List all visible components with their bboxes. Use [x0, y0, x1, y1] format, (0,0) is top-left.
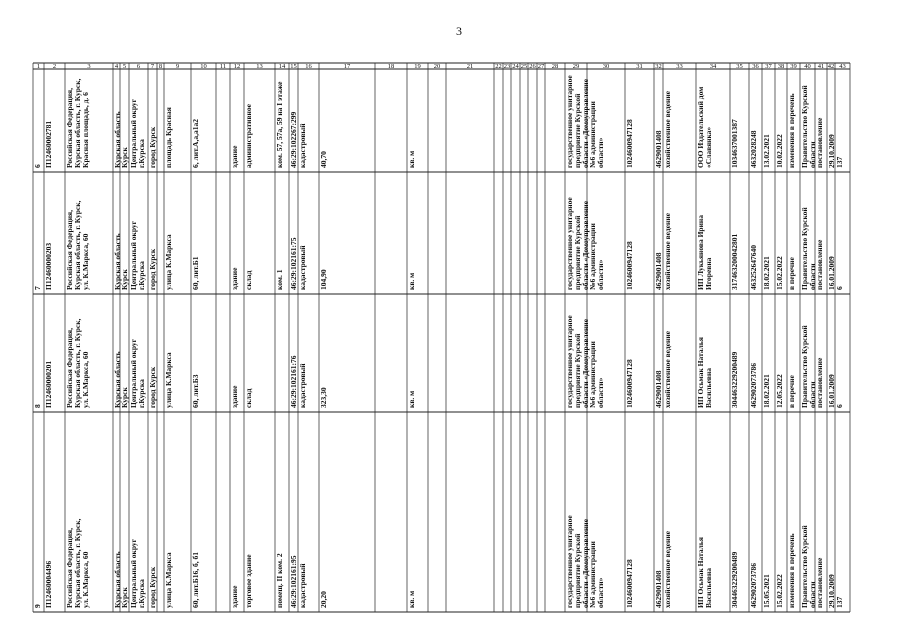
cell-c5: Курск — [120, 387, 129, 408]
column-number: 5 — [122, 63, 127, 70]
cell-c6: Центральный округ г.Курска — [129, 98, 146, 168]
cell-c14: ком. 57, 57а, 59 на I этаже — [275, 81, 284, 168]
cell-c36: 462902073786 — [749, 363, 758, 408]
cell-c36: 463252647640 — [749, 245, 758, 290]
cell-c29: государственное унитарное предприятие Курской области «Домоуправление №6 администрации области» — [565, 75, 606, 168]
cell-c10: 6, лит.А,а,а1а2 — [191, 119, 200, 168]
cell-c19: кв. м — [407, 390, 416, 408]
cell-c34: ИП Осьмак Наталья Васильевна — [696, 337, 713, 408]
cell-c10: 60, лит.Б3 — [191, 374, 200, 408]
cell-c33: хозяйственное ведение — [663, 91, 672, 168]
cell-c35: 304463229200489 — [730, 551, 739, 608]
column-number: 28 — [551, 63, 559, 70]
cell-c2: П12460000203 — [44, 242, 53, 290]
cell-c9: площадь Красная — [164, 107, 173, 168]
cell-c15: 46:29:102161:76 — [289, 355, 298, 408]
cell-c5: Курск — [120, 147, 129, 168]
cell-c40: Правительство Курской области — [800, 525, 817, 608]
column-number: 27 — [537, 63, 545, 70]
cell-c14: помещ. II ком. 2 — [275, 553, 284, 608]
column-number: 14 — [278, 63, 286, 70]
cell-c3: Российская Федерация, Курская область, г. Курск, Красная площадь, д. 6 — [65, 78, 90, 168]
cell-c10: 60, лит.Б16, б, б1 — [191, 552, 200, 608]
cell-c9: улица К.Маркса — [164, 552, 173, 608]
cell-c13: административное — [244, 104, 253, 168]
cell-c35: 304463229200489 — [730, 351, 739, 408]
cell-c34: ИП Осьмак Наталья Васильевна — [696, 537, 713, 608]
column-number: 2 — [52, 63, 57, 70]
cell-c9: улица К.Маркса — [164, 234, 173, 290]
column-number: 39 — [790, 63, 797, 70]
cell-c34: ИП Лукьянова Ирина Игоревна — [696, 215, 713, 290]
cell-c37: 13.02.2021 — [762, 134, 771, 168]
cell-c17: 40,70 — [319, 151, 328, 168]
cell-c39: изменения в перечень — [787, 93, 796, 168]
cell-c43: 6 — [835, 286, 844, 290]
cell-c2: П12460002781 — [44, 120, 53, 168]
cell-c43: 137 — [835, 156, 844, 168]
page-number: 3 — [456, 24, 462, 38]
cell-c16: кадастровый — [298, 563, 307, 608]
column-number: 4 — [114, 63, 119, 70]
cell-c41: постановление — [815, 239, 824, 290]
cell-c3: Российская Федерация, Курская область, г. Курск, ул. К.Маркса, 60 — [65, 200, 90, 290]
cell-c12: здание — [230, 385, 239, 408]
cell-c29: государственное унитарное предприятие Курской области «Домоуправление №6 администрации области» — [565, 315, 606, 408]
cell-c4: Курская область — [113, 551, 122, 608]
cell-c43: 137 — [835, 596, 844, 608]
column-number: 3 — [87, 63, 91, 70]
cell-c19: кв. м — [407, 272, 416, 290]
cell-c38: 12.05.2022 — [775, 374, 784, 408]
cell-c36: 4632028248 — [749, 130, 758, 168]
cell-c32: 4629001408 — [654, 370, 663, 408]
cell-num: 7 — [33, 286, 42, 290]
cell-c43: 6 — [835, 404, 844, 408]
cell-c37: 18.02.2021 — [762, 374, 771, 408]
cell-c17: 323,30 — [319, 387, 328, 408]
column-number: 25 — [520, 63, 528, 70]
cell-c15: 46:29:102161:95 — [289, 555, 298, 608]
cell-c4: Курская область — [113, 233, 122, 290]
cell-c37: 15.05.2021 — [762, 574, 771, 608]
column-number: 23 — [503, 63, 511, 70]
cell-c31: 1024600947128 — [625, 559, 634, 608]
cell-c33: хозяйственное ведение — [663, 213, 672, 290]
column-number: 10 — [200, 63, 207, 70]
column-number: 43 — [839, 63, 846, 70]
cell-c16: кадастровый — [298, 363, 307, 408]
cell-c13: торговое здание — [244, 554, 253, 608]
cell-c42: 16.01.2009 — [827, 256, 836, 290]
column-number: 9 — [175, 63, 180, 70]
cell-c34: ООО Издательский дом «Славянка» — [696, 86, 713, 168]
cell-c33: хозяйственное ведение — [663, 531, 672, 608]
cell-c37: 18.02.2021 — [762, 256, 771, 290]
column-number: 18 — [387, 63, 395, 70]
cell-c16: кадастровый — [298, 123, 307, 168]
cell-c42: 29.10.2009 — [827, 574, 836, 608]
cell-c42: 29.10.2009 — [827, 134, 836, 168]
cell-c2: П12460000201 — [44, 360, 53, 408]
column-number: 11 — [219, 63, 227, 70]
cell-c3: Российская Федерация, Курская область, г. Курск, ул. К.Маркса, 60 — [65, 518, 90, 608]
column-number: 36 — [752, 63, 759, 70]
cell-c31: 1024600947128 — [625, 119, 634, 168]
cell-c6: Центральный округ г.Курска — [129, 538, 146, 608]
cell-num: 6 — [33, 164, 42, 168]
column-number: 13 — [256, 63, 263, 70]
cell-c7: город Курск — [148, 366, 157, 408]
column-number: 31 — [636, 63, 643, 70]
cell-c15: 46:29:102161:75 — [289, 237, 298, 290]
column-number: 12 — [233, 63, 241, 70]
column-number: 33 — [676, 63, 683, 70]
cell-c19: кв. м — [407, 590, 416, 608]
cell-c10: 60, лит.Б1 — [191, 256, 200, 290]
cell-c12: здание — [230, 145, 239, 168]
column-number: 6 — [136, 63, 141, 70]
column-number: 32 — [655, 63, 662, 70]
cell-c16: кадастровый — [298, 245, 307, 290]
column-number: 20 — [433, 63, 441, 70]
column-number: 7 — [150, 63, 155, 70]
cell-c31: 1024600947128 — [625, 359, 634, 408]
cell-c29: государственное унитарное предприятие Курской области «Домоуправление №6 администрации области» — [565, 197, 606, 290]
cell-c5: Курск — [120, 587, 129, 608]
cell-c3: Российская Федерация, Курская область, г. Курск, ул. К.Маркса, 60 — [65, 318, 90, 408]
cell-c31: 1024600947128 — [625, 241, 634, 290]
cell-c19: кв. м — [407, 150, 416, 168]
cell-c5: Курск — [120, 269, 129, 290]
cell-c7: город Курск — [148, 126, 157, 168]
cell-c40: Правительство Курской области — [800, 325, 817, 408]
column-number: 8 — [158, 63, 163, 70]
column-number: 42 — [827, 63, 835, 70]
cell-c14: ком. 1 — [275, 269, 284, 290]
cell-c12: здание — [230, 267, 239, 290]
cell-c41: постановление — [815, 557, 824, 608]
cell-c15: 46:29:102267:299 — [289, 111, 298, 168]
cell-c29: государственное унитарное предприятие Курской области «Домоуправление №6 администрации области» — [565, 515, 606, 608]
cell-c35: 317463200042801 — [730, 233, 739, 290]
cell-c7: город Курск — [148, 566, 157, 608]
column-number: 22 — [495, 63, 502, 70]
column-number: 26 — [529, 63, 536, 70]
cell-c32: 4629001408 — [654, 130, 663, 168]
column-number: 35 — [736, 63, 743, 70]
cell-c32: 4629001408 — [654, 252, 663, 290]
column-number: 1 — [36, 63, 41, 70]
column-number: 34 — [709, 63, 717, 70]
cell-num: 9 — [33, 604, 42, 608]
cell-c7: город Курск — [148, 248, 157, 290]
column-number: 38 — [777, 63, 785, 70]
cell-c17: 104,90 — [319, 269, 328, 290]
cell-c33: хозяйственное ведение — [663, 331, 672, 408]
cell-c4: Курская область — [113, 351, 122, 408]
column-number: 29 — [572, 63, 580, 70]
cell-c38: 15.02.2022 — [775, 574, 784, 608]
cell-c4: Курская область — [113, 111, 122, 168]
column-number: 24 — [512, 63, 519, 70]
cell-c40: Правительство Курской области — [800, 85, 817, 168]
cell-c41: постановление — [815, 357, 824, 408]
column-number: 30 — [602, 63, 610, 70]
cell-c6: Центральный округ г.Курска — [129, 220, 146, 290]
cell-c38: 10.02.2022 — [775, 134, 784, 168]
column-number: 15 — [290, 63, 297, 70]
column-number: 17 — [343, 63, 351, 70]
column-number: 41 — [817, 63, 825, 70]
column-number: 19 — [414, 63, 421, 70]
cell-c39: изменения в перечень — [787, 533, 796, 608]
cell-c2: П12460004496 — [44, 560, 53, 608]
cell-c17: 20,20 — [319, 591, 328, 608]
cell-c13: склад — [244, 388, 253, 408]
cell-c40: Правительство Курской области — [800, 207, 817, 290]
column-number: 21 — [466, 63, 474, 70]
cell-c39: в перечне — [787, 375, 796, 408]
cell-c9: улица К.Маркса — [164, 352, 173, 408]
cell-c6: Центральный округ г.Курска — [129, 338, 146, 408]
cell-c13: склад — [244, 270, 253, 290]
cell-c36: 462902073786 — [749, 563, 758, 608]
cell-c38: 15.02.2022 — [775, 256, 784, 290]
column-number: 16 — [305, 63, 312, 70]
cell-c42: 16.01.2009 — [827, 374, 836, 408]
column-number: 40 — [804, 63, 811, 70]
column-number: 37 — [765, 63, 772, 70]
cell-c12: здание — [230, 585, 239, 608]
cell-num: 8 — [33, 404, 42, 408]
cell-c39: в перечне — [787, 257, 796, 290]
cell-c35: 1034637001387 — [730, 119, 739, 168]
cell-c32: 4629001408 — [654, 570, 663, 608]
cell-c41: постановление — [815, 117, 824, 168]
